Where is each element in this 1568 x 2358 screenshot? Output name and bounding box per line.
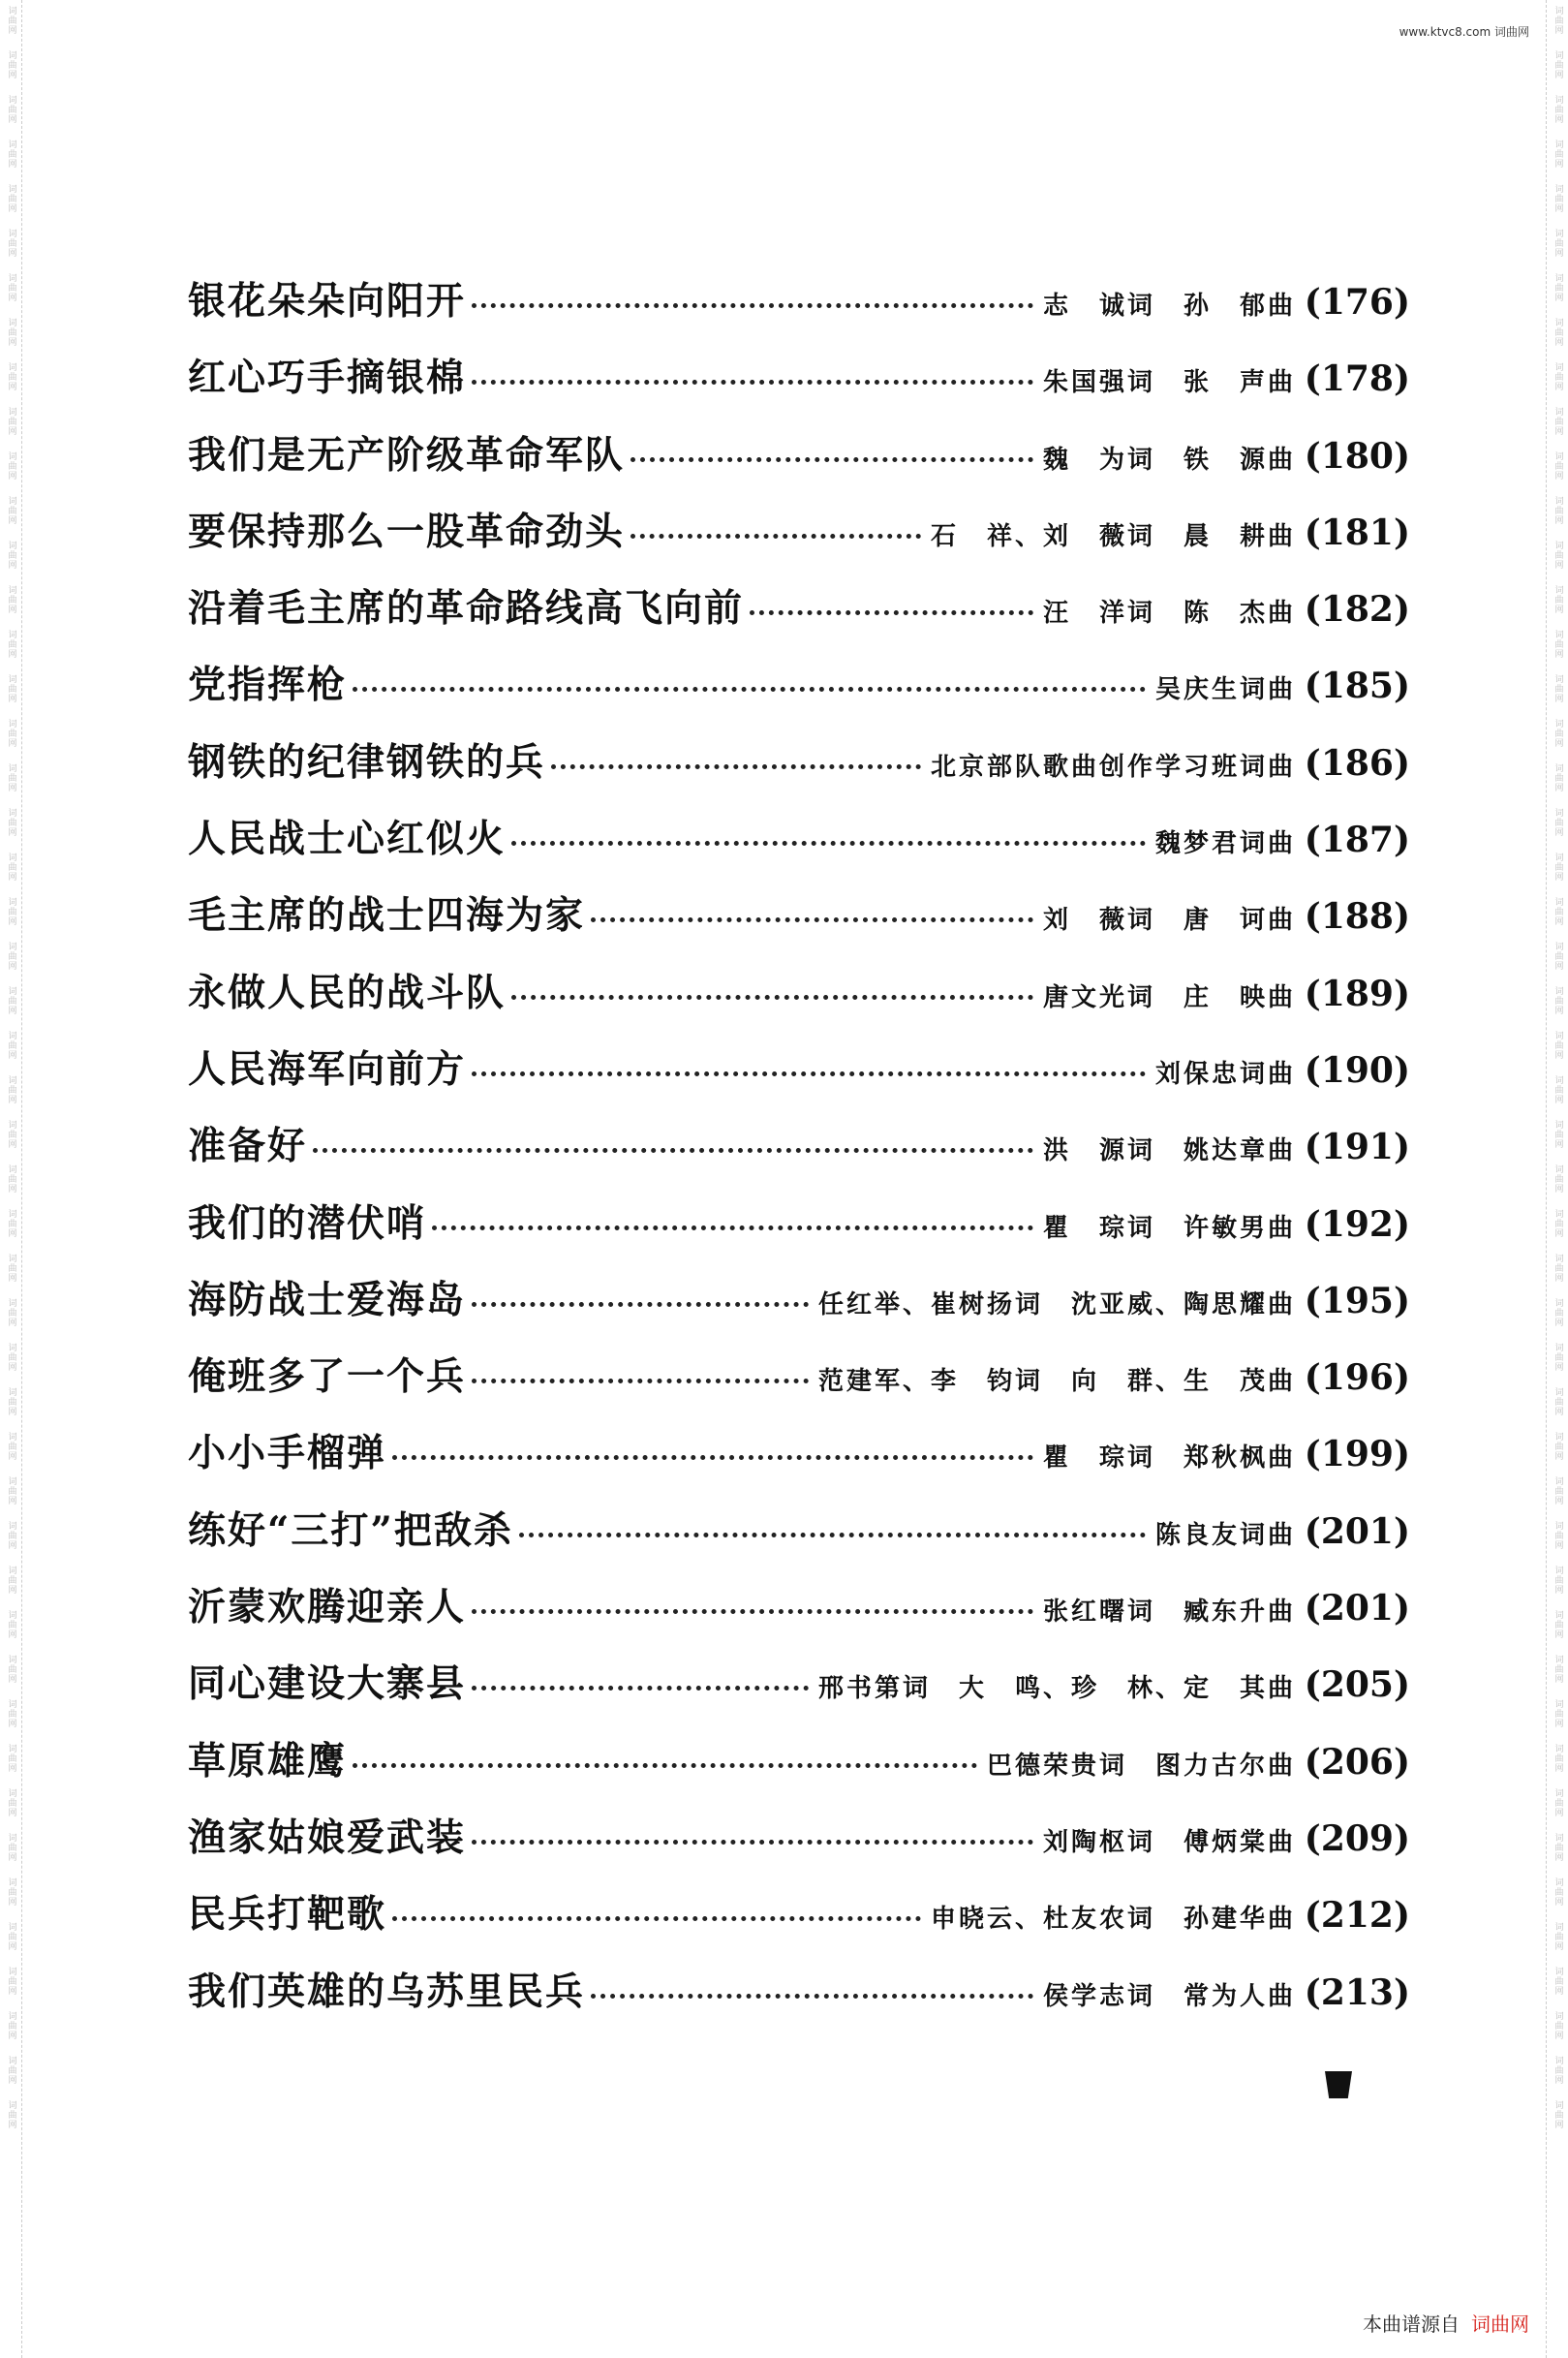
strip-watermark-text: 词曲网: [1553, 6, 1563, 35]
page-number: (188): [1304, 896, 1410, 938]
strip-watermark-text: 词曲网: [1553, 50, 1563, 79]
strip-watermark-text: 词曲网: [1553, 1521, 1563, 1550]
strip-watermark-text: 词曲网: [1553, 1967, 1563, 1996]
leader-dots: [511, 841, 1146, 846]
toc-entry[interactable]: [188, 809, 1410, 885]
right-watermark-strip: [1546, 0, 1568, 2358]
left-watermark-strip: [0, 0, 22, 2358]
strip-watermark-text: 词曲网: [6, 1699, 16, 1728]
strip-watermark-text: 词曲网: [6, 95, 16, 124]
strip-watermark-text: 词曲网: [1553, 1877, 1563, 1907]
toc-entry[interactable]: [188, 1962, 1410, 2038]
strip-watermark-text: 词曲网: [6, 1967, 16, 1996]
strip-watermark-text: 词曲网: [6, 541, 16, 570]
strip-watermark-text: 词曲网: [6, 585, 16, 614]
strip-watermark-text: 词曲网: [1553, 1387, 1563, 1416]
song-title: 同心建设大寨县: [188, 1661, 467, 1707]
strip-watermark-text: 词曲网: [6, 1788, 16, 1817]
song-credit: 吴庆生词曲: [1154, 675, 1296, 705]
song-title: 小小手榴弹: [188, 1431, 387, 1476]
page-number: (205): [1304, 1664, 1410, 1706]
strip-watermark-text: 词曲网: [6, 1476, 16, 1505]
page-number: (176): [1304, 282, 1410, 323]
strip-watermark-text: 词曲网: [1553, 1120, 1563, 1149]
leader-dots: [750, 610, 1033, 615]
page-number: (195): [1304, 1280, 1410, 1321]
page-number: (192): [1304, 1203, 1410, 1245]
leader-dots: [519, 1533, 1146, 1537]
strip-watermark-text: 词曲网: [1553, 808, 1563, 837]
leader-dots: [472, 1840, 1033, 1845]
song-title: 红心巧手摘银棉: [188, 356, 467, 401]
strip-watermark-text: 词曲网: [6, 496, 16, 525]
strip-watermark-text: 词曲网: [1553, 942, 1563, 971]
strip-watermark-text: 词曲网: [6, 318, 16, 347]
toc-entry[interactable]: [188, 1808, 1410, 1884]
strip-watermark-text: 词曲网: [1553, 407, 1563, 436]
strip-watermark-text: 词曲网: [1553, 674, 1563, 703]
strip-watermark-text: 词曲网: [1553, 1476, 1563, 1505]
strip-watermark-text: 词曲网: [6, 50, 16, 79]
strip-watermark-text: 词曲网: [1553, 1343, 1563, 1372]
strip-watermark-text: 词曲网: [1553, 1432, 1563, 1461]
strip-watermark-text: 词曲网: [6, 630, 16, 659]
song-title: 沿着毛主席的革命路线高飞向前: [188, 586, 745, 632]
leader-dots: [472, 1071, 1146, 1076]
strip-watermark-text: 词曲网: [1553, 1031, 1563, 1060]
song-credit: 汪 洋词 陈 杰曲: [1042, 599, 1296, 629]
song-title: 人民战士心红似火: [188, 817, 507, 862]
song-credit: 刘 薇词 唐 诃曲: [1042, 906, 1296, 936]
song-title: 准备好: [188, 1124, 308, 1169]
strip-watermark-text: 词曲网: [6, 184, 16, 213]
leader-dots: [551, 764, 921, 769]
strip-watermark-text: 词曲网: [1553, 496, 1563, 525]
strip-watermark-text: 词曲网: [1553, 1655, 1563, 1684]
leader-dots: [472, 1302, 809, 1307]
page-number: (191): [1304, 1127, 1410, 1168]
strip-watermark-text: 词曲网: [6, 140, 16, 169]
leader-dots: [472, 303, 1033, 308]
strip-watermark-text: 词曲网: [1553, 585, 1563, 614]
leader-dots: [511, 995, 1033, 1000]
source-label: 本曲谱源自: [1363, 2312, 1460, 2336]
leader-dots: [432, 1226, 1033, 1230]
strip-watermark-text: 词曲网: [1553, 1610, 1563, 1639]
leader-dots: [591, 1994, 1033, 1999]
song-credit: 唐文光词 庄 映曲: [1042, 982, 1296, 1012]
song-credit: 瞿 琮词 许敏男曲: [1042, 1213, 1296, 1243]
strip-watermark-text: 词曲网: [1553, 630, 1563, 659]
toc-entry[interactable]: [188, 425, 1410, 502]
strip-watermark-text: 词曲网: [1553, 1699, 1563, 1728]
strip-watermark-text: 词曲网: [1553, 2011, 1563, 2040]
song-title: 草原雄鹰: [188, 1738, 348, 1784]
leader-dots: [392, 1455, 1033, 1460]
page-number: (186): [1304, 742, 1410, 784]
strip-watermark-text: 词曲网: [6, 719, 16, 748]
song-title: 我们是无产阶级革命军队: [188, 432, 626, 478]
song-title: 俺班多了一个兵: [188, 1354, 467, 1400]
song-credit: 北京部队歌曲创作学习班词曲: [930, 752, 1296, 782]
song-credit: 侯学志词 常为人曲: [1042, 1981, 1296, 2011]
strip-watermark-text: 词曲网: [1553, 273, 1563, 302]
strip-watermark-text: 词曲网: [1553, 1744, 1563, 1773]
strip-watermark-text: 词曲网: [1553, 1566, 1563, 1595]
song-title: 民兵打靶歌: [188, 1892, 387, 1938]
song-credit: 刘保忠词曲: [1154, 1059, 1296, 1089]
song-title: 钢铁的纪律钢铁的兵: [188, 739, 546, 785]
strip-watermark-text: 词曲网: [1553, 1922, 1563, 1951]
song-title: 要保持那么一股革命劲头: [188, 509, 626, 554]
strip-watermark-text: 词曲网: [6, 1298, 16, 1327]
table-of-contents: [188, 271, 1410, 2038]
strip-watermark-text: 词曲网: [1553, 2100, 1563, 2129]
toc-entry[interactable]: [188, 885, 1410, 962]
strip-watermark-text: 词曲网: [6, 1610, 16, 1639]
page-number: (180): [1304, 435, 1410, 477]
strip-watermark-text: 词曲网: [6, 1744, 16, 1773]
strip-watermark-text: 词曲网: [6, 362, 16, 391]
strip-watermark-text: 词曲网: [1553, 853, 1563, 882]
song-credit: 邢书第词 大 鸣、珍 林、定 其曲: [817, 1674, 1296, 1704]
strip-watermark-text: 词曲网: [6, 1432, 16, 1461]
page-number: (201): [1304, 1510, 1410, 1552]
song-credit: 范建军、李 钧词 向 群、生 茂曲: [817, 1367, 1296, 1397]
toc-entry[interactable]: [188, 1039, 1410, 1116]
page-number: (182): [1304, 589, 1410, 631]
page-number: (190): [1304, 1049, 1410, 1091]
page-number: (201): [1304, 1588, 1410, 1629]
page-number: (199): [1304, 1434, 1410, 1475]
brand-label: 词曲网: [1471, 2312, 1529, 2336]
song-title: 练好“三打”把敌杀: [188, 1507, 513, 1553]
strip-watermark-text: 词曲网: [1553, 229, 1563, 258]
strip-watermark-text: 词曲网: [6, 1209, 16, 1238]
strip-watermark-text: 词曲网: [1553, 541, 1563, 570]
strip-watermark-text: 词曲网: [6, 273, 16, 302]
strip-watermark-text: 词曲网: [1553, 1164, 1563, 1194]
page-number: (206): [1304, 1741, 1410, 1783]
strip-watermark-text: 词曲网: [1553, 1788, 1563, 1817]
toc-entry[interactable]: [188, 1194, 1410, 1270]
page-number: (187): [1304, 820, 1410, 861]
song-credit: 洪 源词 姚达章曲: [1042, 1136, 1296, 1166]
strip-watermark-text: 词曲网: [6, 853, 16, 882]
strip-watermark-text: 词曲网: [6, 1521, 16, 1550]
page-number: (209): [1304, 1817, 1410, 1859]
song-title: 永做人民的战斗队: [188, 970, 507, 1015]
toc-entry[interactable]: [188, 502, 1410, 578]
song-title: 海防战士爱海岛: [188, 1277, 467, 1322]
strip-watermark-text: 词曲网: [6, 1164, 16, 1194]
source-watermark: [1363, 2309, 1529, 2337]
leader-dots: [472, 1686, 809, 1691]
toc-entry[interactable]: [188, 1501, 1410, 1577]
strip-watermark-text: 词曲网: [6, 2100, 16, 2129]
toc-entry[interactable]: [188, 963, 1410, 1039]
song-credit: 任红举、崔树扬词 沈亚威、陶思耀曲: [817, 1289, 1296, 1319]
strip-watermark-text: 词曲网: [6, 1343, 16, 1372]
leader-dots: [472, 1609, 1033, 1614]
strip-watermark-text: 词曲网: [6, 451, 16, 481]
strip-watermark-text: 词曲网: [1553, 1833, 1563, 1862]
song-title: 人民海军向前方: [188, 1046, 467, 1092]
strip-watermark-text: 词曲网: [6, 986, 16, 1015]
page-number: (189): [1304, 973, 1410, 1014]
toc-entry[interactable]: [188, 1116, 1410, 1193]
song-credit: 张红曙词 臧东升曲: [1042, 1598, 1296, 1628]
strip-watermark-text: 词曲网: [6, 2011, 16, 2040]
strip-watermark-text: 词曲网: [1553, 986, 1563, 1015]
song-title: 毛主席的战士四海为家: [188, 893, 586, 939]
strip-watermark-text: 词曲网: [6, 1833, 16, 1862]
song-credit: 申晓云、杜友农词 孙建华曲: [930, 1905, 1296, 1935]
song-credit: 陈良友词曲: [1154, 1520, 1296, 1550]
song-title: 我们的潜伏哨: [188, 1200, 427, 1246]
strip-watermark-text: 词曲网: [1553, 719, 1563, 748]
strip-watermark-text: 词曲网: [6, 2056, 16, 2085]
site-watermark: www.ktvc8.com 词曲网: [1399, 25, 1529, 39]
leader-dots: [630, 534, 921, 539]
song-title: 我们英雄的乌苏里民兵: [188, 1969, 586, 2014]
toc-entry[interactable]: [188, 1654, 1410, 1730]
song-credit: 魏 为词 铁 源曲: [1042, 445, 1296, 475]
leader-dots: [472, 1379, 809, 1383]
strip-watermark-text: 词曲网: [6, 6, 16, 35]
leader-dots: [630, 457, 1033, 462]
strip-watermark-text: 词曲网: [1553, 362, 1563, 391]
leader-dots: [353, 1763, 977, 1768]
toc-entry[interactable]: [188, 1577, 1410, 1654]
strip-watermark-text: 词曲网: [6, 229, 16, 258]
song-credit: 巴德荣贵词 图力古尔曲: [986, 1751, 1296, 1781]
song-credit: 魏梦君词曲: [1154, 829, 1296, 859]
song-credit: 石 祥、刘 薇词 晨 耕曲: [930, 521, 1296, 551]
toc-entry[interactable]: [188, 271, 1410, 348]
strip-watermark-text: 词曲网: [6, 897, 16, 926]
page-number: (213): [1304, 1971, 1410, 2013]
toc-entry[interactable]: [188, 655, 1410, 731]
song-title: 沂蒙欢腾迎亲人: [188, 1585, 467, 1630]
strip-watermark-text: 词曲网: [1553, 184, 1563, 213]
strip-watermark-text: 词曲网: [1553, 1075, 1563, 1104]
leader-dots: [313, 1148, 1033, 1153]
song-credit: 刘陶枢词 傅炳棠曲: [1042, 1827, 1296, 1857]
song-title: 渔家姑娘爱武装: [188, 1815, 467, 1860]
strip-watermark-text: 词曲网: [1553, 897, 1563, 926]
strip-watermark-text: 词曲网: [6, 808, 16, 837]
page-number: (181): [1304, 512, 1410, 553]
toc-entry[interactable]: [188, 732, 1410, 809]
toc-entry[interactable]: [188, 1731, 1410, 1808]
song-credit: 朱国强词 张 声曲: [1042, 368, 1296, 398]
page-number: (212): [1304, 1895, 1410, 1937]
leader-dots: [472, 380, 1033, 385]
strip-watermark-text: 词曲网: [6, 1655, 16, 1684]
strip-watermark-text: 词曲网: [1553, 2056, 1563, 2085]
strip-watermark-text: 词曲网: [6, 1120, 16, 1149]
page-number: (196): [1304, 1357, 1410, 1399]
strip-watermark-text: 词曲网: [1553, 763, 1563, 792]
song-title: 党指挥枪: [188, 663, 348, 708]
page-number: (178): [1304, 358, 1410, 400]
toc-entry[interactable]: [188, 1884, 1410, 1961]
strip-watermark-text: 词曲网: [1553, 140, 1563, 169]
page-number: (185): [1304, 666, 1410, 707]
strip-watermark-text: 词曲网: [6, 674, 16, 703]
strip-watermark-text: 词曲网: [6, 1254, 16, 1283]
toc-entry[interactable]: [188, 1347, 1410, 1423]
strip-watermark-text: 词曲网: [6, 942, 16, 971]
strip-watermark-text: 词曲网: [1553, 318, 1563, 347]
toc-entry[interactable]: [188, 348, 1410, 424]
strip-watermark-text: 词曲网: [6, 1877, 16, 1907]
song-credit: 志 诚词 孙 郁曲: [1042, 292, 1296, 321]
song-title: 银花朵朵向阳开: [188, 279, 467, 324]
strip-watermark-text: 词曲网: [6, 1566, 16, 1595]
strip-watermark-text: 词曲网: [1553, 1298, 1563, 1327]
leader-dots: [591, 917, 1033, 922]
toc-entry[interactable]: [188, 1423, 1410, 1500]
page-mark-icon: [1325, 2071, 1352, 2098]
strip-watermark-text: 词曲网: [1553, 451, 1563, 481]
strip-watermark-text: 词曲网: [1553, 95, 1563, 124]
strip-watermark-text: 词曲网: [6, 1075, 16, 1104]
song-credit: 瞿 琮词 郑秋枫曲: [1042, 1443, 1296, 1474]
toc-entry[interactable]: [188, 578, 1410, 655]
strip-watermark-text: 词曲网: [1553, 1254, 1563, 1283]
strip-watermark-text: 词曲网: [6, 763, 16, 792]
leader-dots: [353, 687, 1146, 692]
strip-watermark-text: 词曲网: [1553, 1209, 1563, 1238]
strip-watermark-text: 词曲网: [6, 407, 16, 436]
strip-watermark-text: 词曲网: [6, 1031, 16, 1060]
strip-watermark-text: 词曲网: [6, 1387, 16, 1416]
toc-entry[interactable]: [188, 1270, 1410, 1347]
strip-watermark-text: 词曲网: [6, 1922, 16, 1951]
leader-dots: [392, 1916, 921, 1921]
